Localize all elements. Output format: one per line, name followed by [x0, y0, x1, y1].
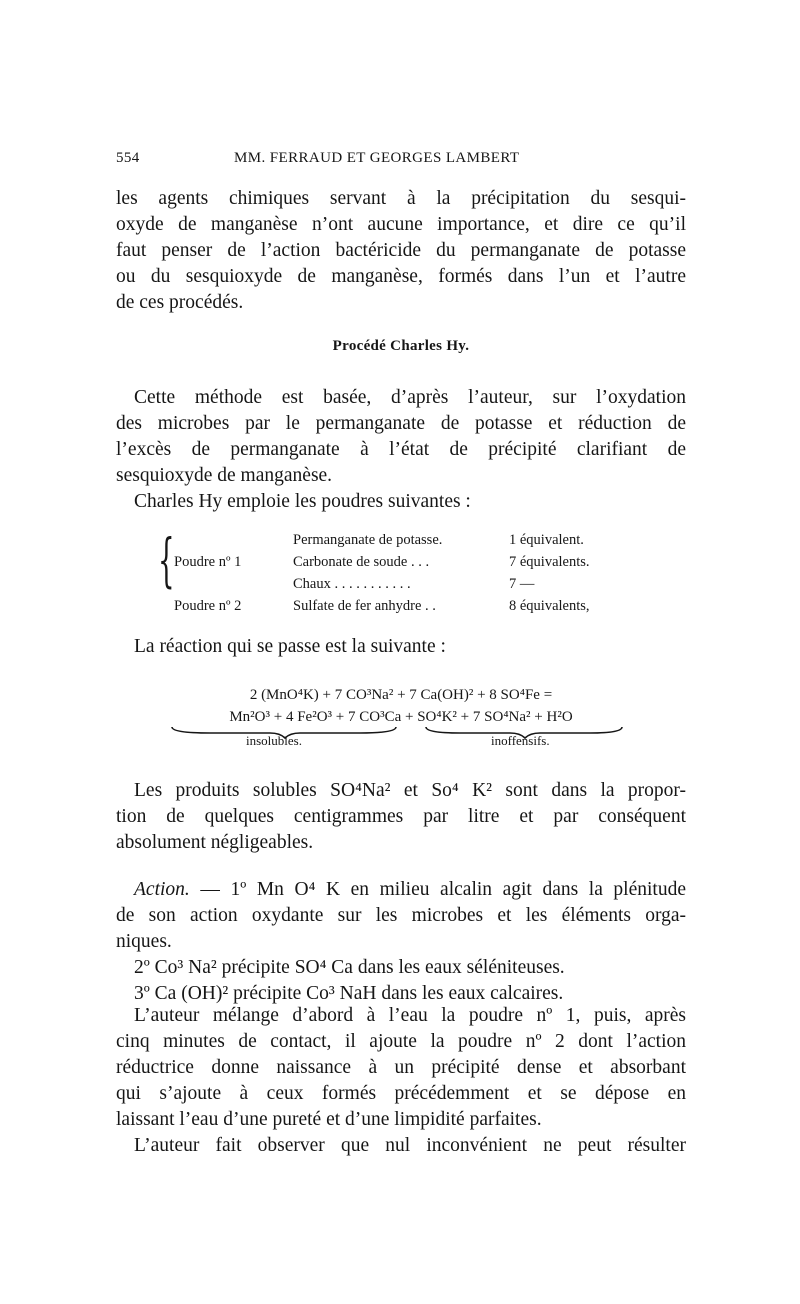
text-line: Cette méthode est basée, d’après l’auteur, sur l’oxydation [134, 387, 686, 408]
text-line: Charles Hy emploie les poudres suivantes : [134, 491, 471, 512]
equation-line-1: 2 (MnO⁴K) + 7 CO³Na² + 7 Ca(OH)² + 8 SO⁴Fe = [249, 687, 553, 703]
paragraph-products [116, 778, 686, 856]
text-line: réductrice donne naissance à un précipité dense et absorbant [116, 1057, 686, 1078]
page-number: 554 [116, 150, 140, 166]
running-head [116, 150, 686, 170]
text-line: qui s’ajoute à ceux formés précédemment et se dépose en [116, 1083, 686, 1104]
powder-row [116, 551, 686, 573]
powder-component: Permanganate de potasse. [293, 532, 443, 548]
powder-component: Sulfate de fer anhydre . . [293, 598, 436, 614]
text-line: absolument négligeables. [116, 832, 314, 853]
paragraph-method [116, 385, 686, 515]
text-line: La réaction qui se passe est la suivante : [134, 636, 446, 657]
powder-quantity: 8 équivalents, [509, 598, 590, 614]
text-line: L’auteur mélange d’abord à l’eau la poudre nº 1, puis, après [134, 1005, 686, 1026]
text-line: L’auteur fait observer que nul inconvénient ne peut résulter [134, 1135, 686, 1156]
poudre-1-label: Poudre nº 1 [174, 554, 242, 570]
underbraces [170, 725, 630, 739]
text-line: faut penser de l’action bactéricide du permanganate de potasse [116, 240, 686, 261]
powder-row [116, 573, 686, 595]
text-line: 2º Co³ Na² précipite SO⁴ Ca dans les eaux séléniteuses. [134, 957, 565, 978]
powders-table [116, 526, 686, 617]
text-line: l’excès de permanganate à l’état de précipité clarifiant de [116, 439, 686, 460]
equation-line-2: Mn²O³ + 4 Fe²O³ + 7 CO³Ca + SO⁴K² + 7 SO⁴Na² + H²O [229, 709, 573, 725]
section-heading: Procédé Charles Hy. [332, 338, 470, 354]
running-title: MM. FERRAUD ET GEORGES LAMBERT [234, 150, 520, 166]
action-text: — 1º Mn O⁴ K en milieu alcalin agit dans la plénitude [189, 879, 686, 900]
text-line: de son action oxydante sur les microbes et les éléments orga- [116, 905, 686, 926]
text-line: de ces procédés. [116, 292, 244, 313]
powder-component: Carbonate de soude . . . [293, 554, 430, 570]
powder-row [116, 529, 686, 551]
text-line: les agents chimiques servant à la précipitation du sesqui- [116, 188, 686, 209]
label-inoffensifs: inoffensifs. [491, 733, 550, 748]
text-line: des microbes par le permanganate de potasse et réduction de [116, 413, 686, 434]
text-line: Les produits solubles SO⁴Na² et So⁴ K² sont dans la propor- [134, 780, 686, 801]
powder-component: Chaux . . . . . . . . . . . [293, 576, 411, 592]
text-line: oxyde de manganèse n’ont aucune importance, et dire ce qu’il [116, 214, 686, 235]
paragraph-reaction-intro [116, 634, 686, 660]
label-insolubles: insolubles. [246, 733, 302, 748]
brace-glyph: { [158, 526, 175, 594]
powder-quantity: 7 — [509, 576, 535, 592]
powder-row [116, 595, 686, 617]
powder-quantity: 7 équivalents. [509, 554, 590, 570]
action-label: Action. [134, 879, 190, 900]
text-line: 3º Ca (OH)² précipite Co³ NaH dans les eaux calcaires. [134, 983, 564, 1004]
powder-quantity: 1 équivalent. [509, 532, 584, 548]
paragraph-procedure [116, 1003, 686, 1159]
paragraph-intro [116, 186, 686, 316]
poudre-2-label: Poudre nº 2 [174, 598, 242, 614]
text-line: sesquioxyde de manganèse. [116, 465, 333, 486]
text-line: tion de quelques centigrammes par litre et par conséquent [116, 806, 686, 827]
paragraph-action [116, 877, 686, 1007]
chemical-equation [116, 684, 686, 728]
text-line: cinq minutes de contact, il ajoute la poudre nº 2 dont l’action [116, 1031, 686, 1052]
text-line: niques. [116, 931, 172, 952]
text-line [116, 877, 686, 903]
text-line: laissant l’eau d’une pureté et d’une limpidité parfaites. [116, 1109, 542, 1130]
text-line: ou du sesquioxyde de manganèse, formés dans l’un et l’autre [116, 266, 686, 287]
